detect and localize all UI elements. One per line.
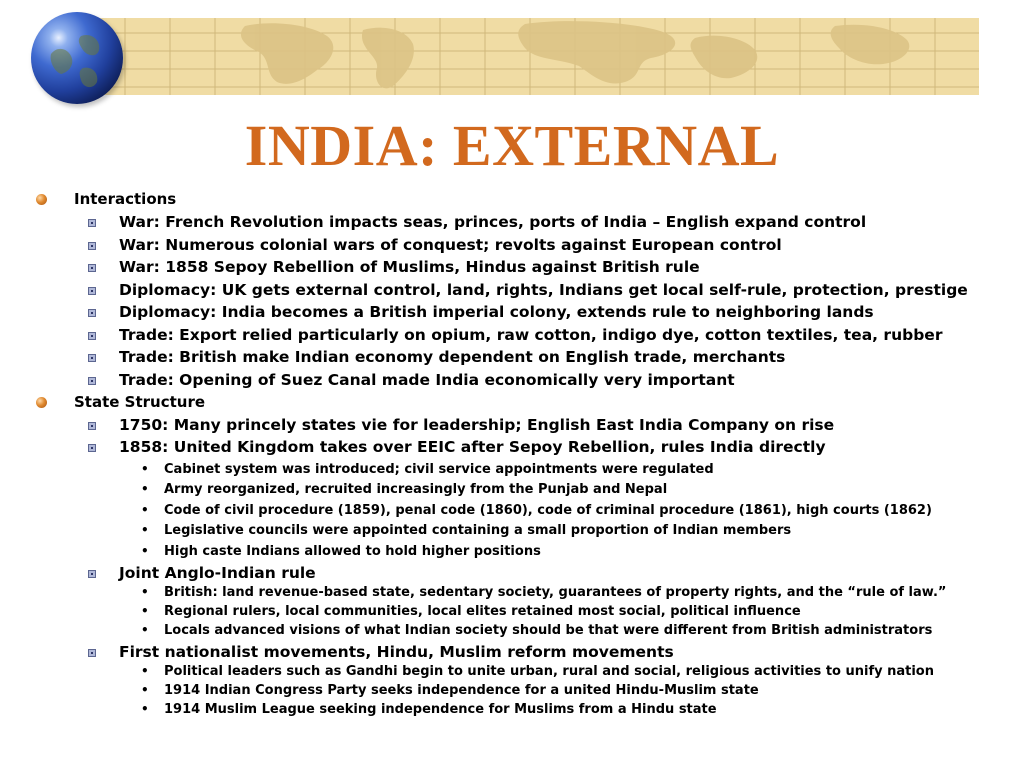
square-bullet-icon	[88, 264, 96, 272]
square-bullet-icon	[88, 242, 96, 250]
bullet-text: Interactions	[74, 190, 177, 208]
bullet-text: Diplomacy: India becomes a British imperial colony, extends rule to neighboring lands	[119, 303, 874, 321]
bullet-text: War: Numerous colonial wars of conquest; revolts against European control	[119, 236, 782, 254]
bullet-text: 1858: United Kingdom takes over EEIC after Sepoy Rebellion, rules India directly	[119, 438, 826, 456]
bullet-text: Diplomacy: UK gets external control, land, rights, Indians get local self-rule, protection, prestige	[119, 281, 968, 299]
square-bullet-icon	[88, 422, 96, 430]
bullet-item-level-2	[119, 258, 700, 276]
square-bullet-icon	[88, 377, 96, 385]
bullet-text: Regional rulers, local communities, local elites retained most social, political influence	[164, 604, 801, 619]
bullet-item-level-2	[119, 326, 942, 344]
bullet-text: Trade: Export relied particularly on opium, raw cotton, indigo dye, cotton textiles, tea, rubber	[119, 326, 943, 344]
square-bullet-icon	[88, 332, 96, 340]
dot-bullet-icon: •	[141, 683, 149, 697]
bullet-text: British: land revenue-based state, sedentary society, guarantees of property rights, and the “rule of law.”	[164, 585, 947, 600]
bullet-text: 1914 Muslim League seeking independence for Muslims from a Hindu state	[164, 702, 717, 717]
bullet-item-level-2	[119, 213, 866, 231]
dot-bullet-icon: •	[141, 523, 149, 537]
bullet-item-level-3	[141, 523, 792, 538]
dot-bullet-icon: •	[141, 482, 149, 496]
bullet-item-level-3	[141, 604, 801, 619]
bullet-text: Trade: Opening of Suez Canal made India economically very important	[119, 371, 735, 389]
dot-bullet-icon: •	[141, 462, 149, 476]
bullet-text: Political leaders such as Gandhi begin to unite urban, rural and social, religious activities to unify nation	[164, 664, 934, 679]
bullet-text: Trade: British make Indian economy dependent on English trade, merchants	[119, 348, 786, 366]
bullet-text: High caste Indians allowed to hold higher positions	[164, 544, 541, 559]
dot-bullet-icon: •	[141, 623, 149, 637]
square-bullet-icon	[88, 649, 96, 657]
bullet-item-level-3	[141, 462, 714, 477]
bullet-item-level-2	[119, 303, 874, 321]
square-bullet-icon	[88, 444, 96, 452]
bullet-item-level-2	[119, 281, 968, 299]
bullet-text: Legislative councils were appointed containing a small proportion of Indian members	[164, 523, 792, 538]
bullet-text: Code of civil procedure (1859), penal code (1860), code of criminal procedure (1861), high courts (1862)	[164, 503, 932, 518]
bullet-item-level-3	[141, 683, 759, 698]
square-bullet-icon	[88, 354, 96, 362]
bullet-item-level-3	[141, 702, 717, 717]
dot-bullet-icon: •	[141, 702, 149, 716]
bullet-text: War: French Revolution impacts seas, princes, ports of India – English expand control	[119, 213, 867, 231]
bullet-item-level-1	[74, 190, 176, 208]
bullet-text: Joint Anglo-Indian rule	[119, 564, 316, 582]
bullet-text: 1750: Many princely states vie for leadership; English East India Company on rise	[119, 416, 835, 434]
bullet-item-level-3	[141, 664, 934, 679]
bullet-item-level-2	[119, 236, 782, 254]
dot-bullet-icon: •	[141, 544, 149, 558]
bullet-text: Locals advanced visions of what Indian society should be that were different from British administrators	[164, 623, 933, 638]
dot-bullet-icon: •	[141, 503, 149, 517]
bullet-text: 1914 Indian Congress Party seeks independence for a united Hindu-Muslim state	[164, 683, 759, 698]
bullet-text: First nationalist movements, Hindu, Muslim reform movements	[119, 643, 674, 661]
square-bullet-icon	[88, 309, 96, 317]
bullet-item-level-2	[119, 564, 316, 582]
bullet-text: Cabinet system was introduced; civil service appointments were regulated	[164, 462, 714, 477]
bullet-text: State Structure	[74, 393, 206, 411]
bullet-text: Army reorganized, recruited increasingly from the Punjab and Nepal	[164, 482, 668, 497]
bullet-item-level-1	[74, 393, 205, 411]
dot-bullet-icon: •	[141, 585, 149, 599]
bullet-item-level-2	[119, 348, 785, 366]
bullet-item-level-3	[141, 482, 668, 497]
bullet-text: War: 1858 Sepoy Rebellion of Muslims, Hindus against British rule	[119, 258, 700, 276]
bullet-item-level-2	[119, 371, 735, 389]
slide-title: INDIA: EXTERNAL	[244, 113, 780, 178]
square-bullet-icon	[88, 219, 96, 227]
bullet-item-level-2	[119, 643, 674, 661]
bullet-item-level-3	[141, 544, 541, 559]
bullet-item-level-3	[141, 623, 933, 638]
bullet-item-level-3	[141, 585, 947, 600]
dot-bullet-icon: •	[141, 664, 149, 678]
dot-bullet-icon: •	[141, 604, 149, 618]
square-bullet-icon	[88, 570, 96, 578]
bullet-item-level-2	[119, 438, 826, 456]
bullet-item-level-2	[119, 416, 834, 434]
bullet-item-level-3	[141, 503, 932, 518]
square-bullet-icon	[88, 287, 96, 295]
orange-ball-bullet-icon	[36, 194, 47, 205]
orange-ball-bullet-icon	[36, 397, 47, 408]
